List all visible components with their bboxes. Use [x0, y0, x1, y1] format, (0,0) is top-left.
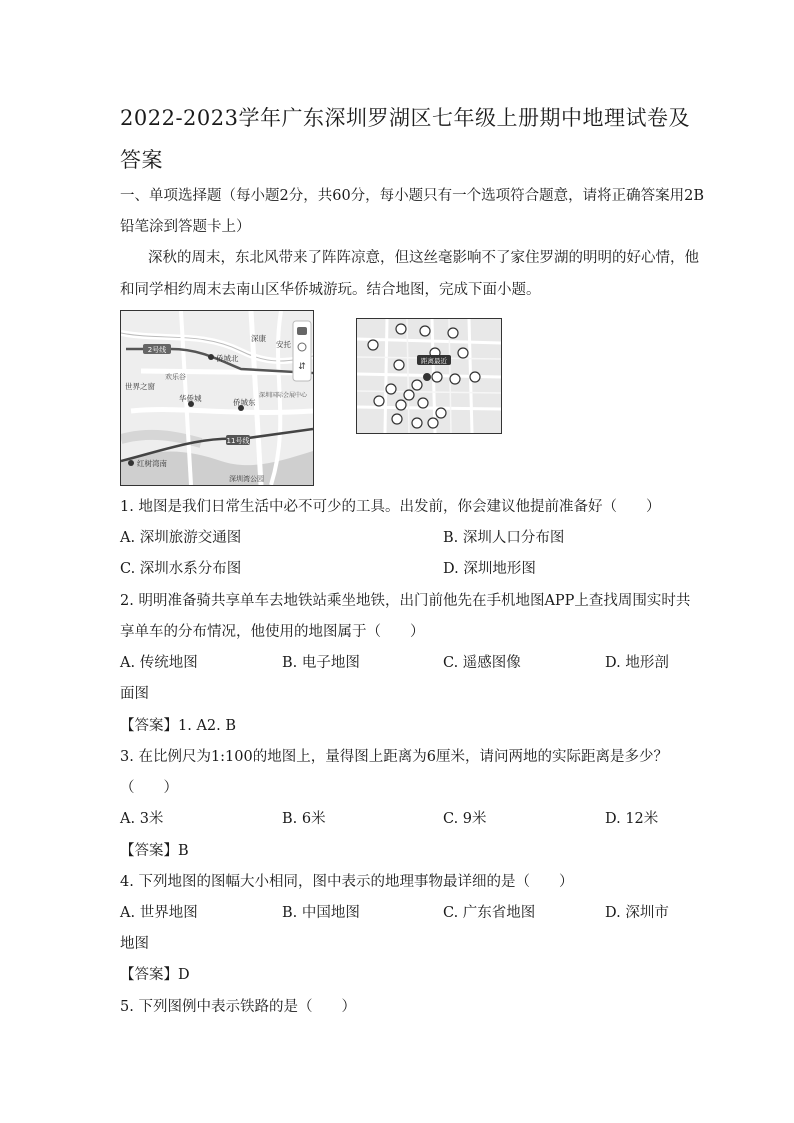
- intro-line1: 深秋的周末，东北风带来了阵阵凉意，但这丝毫影响不了家住罗湖的明明的好心情，他: [148, 250, 699, 266]
- map1-label-happy-valley: 欢乐谷: [165, 373, 186, 381]
- answer-q1-q2: 【答案】1. A2. B: [120, 718, 237, 734]
- q3-stem-line1: 3. 在比例尺为1:100的地图上，量得图上距离为6厘米，请问两地的实际距离是多少？: [120, 749, 668, 765]
- map1-label-bay-park: 深圳湾公园: [229, 475, 264, 483]
- map1-label-shenkang: 深康: [251, 334, 266, 343]
- shared-bike-map-drawing: [357, 319, 501, 433]
- q2-option-d-continued: 面图: [120, 686, 149, 702]
- document-title-line1: 2022-2023学年广东深圳罗湖区七年级上册期中地理试卷及: [120, 106, 690, 130]
- q4-option-d-continued: 地图: [120, 936, 149, 952]
- q3-option-b: B. 6米: [282, 811, 326, 827]
- map1-label-qiaochengdong: 侨城东: [233, 398, 256, 407]
- transit-map-drawing: [121, 311, 313, 485]
- intro-line2: 和同学相约周末去南山区华侨城游玩。结合地图，完成下面小题。: [120, 282, 541, 298]
- q1-stem: 1. 地图是我们日常生活中必不可少的工具。出发前，你会建议他提前准备好（ ）: [120, 499, 661, 515]
- q3-stem-line2: （ ）: [120, 780, 178, 796]
- shared-bike-map-image: [356, 318, 502, 434]
- q2-option-b: B. 电子地图: [282, 655, 360, 671]
- q2-option-c: C. 遥感图像: [443, 655, 521, 671]
- q4-option-b: B. 中国地图: [282, 905, 360, 921]
- svg-text:⇵: ⇵: [298, 362, 306, 372]
- map1-label-line2: 2号线: [147, 346, 167, 354]
- q4-option-a: A. 世界地图: [120, 905, 198, 921]
- map1-label-qiaochengbei: 侨城北: [216, 354, 239, 363]
- q1-option-b: B. 深圳人口分布图: [443, 530, 565, 546]
- map1-label-expo-center: 深圳国际会展中心: [259, 392, 308, 399]
- q4-stem: 4. 下列地图的图幅大小相同，图中表示的地理事物最详细的是（ ）: [120, 874, 574, 890]
- document-title-line2: 答案: [120, 148, 163, 172]
- q3-option-a: A. 3米: [120, 811, 164, 827]
- q2-stem-line2: 享单车的分布情况，他使用的地图属于（ ）: [120, 624, 425, 640]
- map1-label-huaqiaocheng: 华侨城: [179, 394, 202, 403]
- transit-map-image: [120, 310, 314, 486]
- q1-option-d: D. 深圳地形图: [443, 561, 536, 577]
- map1-label-line11: 11号线: [226, 437, 250, 445]
- q3-option-c: C. 9米: [443, 811, 487, 827]
- q1-option-c: C. 深圳水系分布图: [120, 561, 242, 577]
- q3-option-d: D. 12米: [605, 811, 659, 827]
- q1-option-a: A. 深圳旅游交通图: [120, 530, 242, 546]
- q2-option-d: D. 地形剖: [605, 655, 669, 671]
- map1-label-antuo: 安托: [276, 340, 291, 349]
- q5-stem: 5. 下列图例中表示铁路的是（ ）: [120, 999, 356, 1015]
- map2-label-nearest: 距离最近: [421, 357, 447, 365]
- map1-label-hongshuwannan: 红树湾南: [137, 459, 167, 468]
- section-heading-line2: 铅笔涂到答题卡上）: [120, 219, 251, 235]
- map1-label-window-of-world: 世界之窗: [125, 382, 155, 391]
- answer-q4: 【答案】D: [120, 967, 190, 983]
- section-heading-line1: 一、单项选择题（每小题2分，共60分，每小题只有一个选项符合题意，请将正确答案用2B: [120, 188, 705, 204]
- answer-q3: 【答案】B: [120, 843, 189, 859]
- q2-option-a: A. 传统地图: [120, 655, 198, 671]
- q4-option-c: C. 广东省地图: [443, 905, 536, 921]
- q2-stem-line1: 2. 明明准备骑共享单车去地铁站乘坐地铁，出门前他先在手机地图APP上查找周围实时共: [120, 593, 691, 609]
- q4-option-d: D. 深圳市: [605, 905, 669, 921]
